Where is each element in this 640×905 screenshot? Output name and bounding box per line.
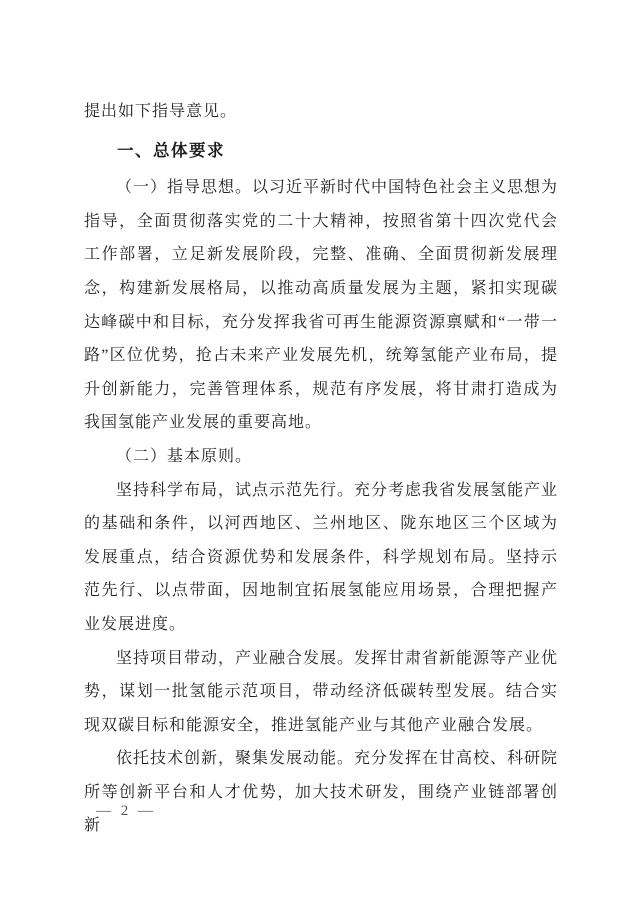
paragraph-principle-scientific-layout: 坚持科学布局，试点示范先行。充分考虑我省发展氢能产业的基础和条件，以河西地区、兰州地区、陇东地区三个区域为发展重点，结合资源优势和发展条件，科学规划布局。坚持示范先行、以点带面，因地制宜拓展氢能应用场景，合理把握产业发展进度。	[84, 481, 559, 633]
paragraph-basic-principles: （二）基本原则。	[116, 447, 253, 465]
section-heading-overall-requirements: 一、总体要求	[117, 141, 225, 160]
document-content	[84, 95, 558, 843]
paragraph-principle-project-driven: 坚持项目带动，产业融合发展。发挥甘肃省新能源等产业优势，谋划一批氢能示范项目，带动经济低碳转型发展。结合实现双碳目标和能源安全，推进氢能产业与其他产业融合发展。	[84, 649, 559, 734]
page-number: — 2 —	[96, 803, 156, 819]
paragraph-principle-tech-innovation: 依托技术创新，聚集发展动能。充分发挥在甘高校、科研院所等创新平台和人才优势，加大技术研发，围绕产业链部署创新	[84, 750, 559, 835]
paragraph-intro: 提出如下指导意见。	[84, 103, 238, 120]
paragraph-guiding-ideology: （一）指导思想。以习近平新时代中国特色社会主义思想为指导，全面贯彻落实党的二十大精神，按照省第十四次党代会工作部署，立足新发展阶段，完整、准确、全面贯彻新发展理念，构建新发展格局，以推动高质量发展为主题，紧扣实现碳达峰碳中和目标，充分发挥我省可再生能源资源禀赋和“一带一路”区位优势，抢占未来产业发展先机，统筹氢能产业布局，提升创新能力，完善管理体系，规范有序发展，将甘肃打造成为我国氢能产业发展的重要高地。	[84, 179, 559, 432]
